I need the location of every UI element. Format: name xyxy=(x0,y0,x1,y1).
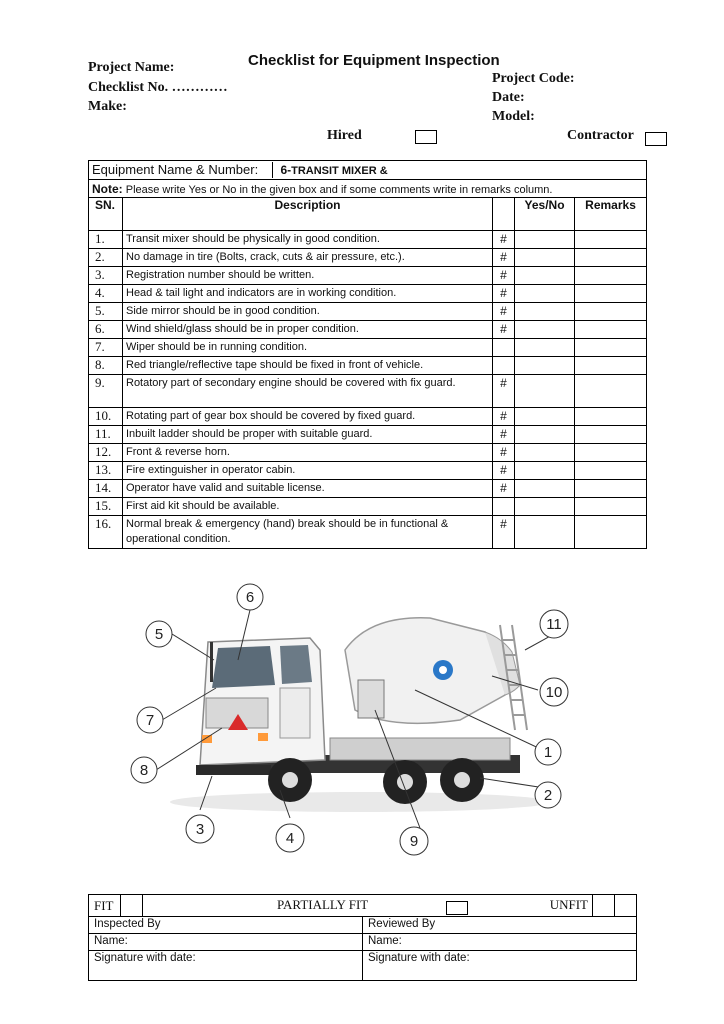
item-remarks-field[interactable] xyxy=(575,231,647,249)
item-number: 3. xyxy=(89,267,123,285)
item-yes-no-field[interactable] xyxy=(515,498,575,516)
callout-7: 7 xyxy=(145,712,155,729)
callout-10: 10 xyxy=(545,684,563,701)
table-row xyxy=(89,321,647,339)
item-number: 9. xyxy=(89,375,123,408)
column-header-row xyxy=(89,198,647,231)
equipment-row xyxy=(89,161,647,180)
table-row xyxy=(89,444,647,462)
item-number: 12. xyxy=(89,444,123,462)
table-row xyxy=(89,375,647,408)
project-name-label: Project Name: xyxy=(88,60,175,75)
item-description: Front & reverse horn. xyxy=(123,444,493,462)
item-mark: # xyxy=(493,444,515,462)
hired-checkbox[interactable] xyxy=(415,130,437,144)
callout-8: 8 xyxy=(139,762,149,779)
inspector-signature-field[interactable]: Signature with date: xyxy=(89,951,363,981)
equipment-value-prefix: 6- xyxy=(280,162,292,177)
reviewer-name-field[interactable]: Name: xyxy=(363,934,637,951)
side-window xyxy=(280,645,312,684)
callout-5: 5 xyxy=(154,626,164,643)
item-mark: # xyxy=(493,462,515,480)
remarks-header: Remarks xyxy=(575,198,647,231)
reviewed-by-label: Reviewed By xyxy=(363,917,637,934)
item-remarks-field[interactable] xyxy=(575,462,647,480)
item-mark: # xyxy=(493,285,515,303)
item-remarks-field[interactable] xyxy=(575,249,647,267)
item-yes-no-field[interactable] xyxy=(515,303,575,321)
item-mark: # xyxy=(493,303,515,321)
headlight-left xyxy=(202,735,212,743)
project-code-label: Project Code: xyxy=(492,71,575,86)
item-description: Inbuilt ladder should be proper with suitable guard. xyxy=(123,426,493,444)
table-row xyxy=(89,285,647,303)
partially-fit-label: PARTIALLY FIT xyxy=(277,897,369,912)
item-number: 6. xyxy=(89,321,123,339)
item-remarks-field[interactable] xyxy=(575,339,647,357)
table-row xyxy=(89,303,647,321)
equipment-value[interactable]: TRANSIT MIXER & xyxy=(291,164,388,177)
item-number: 5. xyxy=(89,303,123,321)
item-number: 1. xyxy=(89,231,123,249)
callout-1: 1 xyxy=(543,744,553,761)
item-description: First aid kit should be available. xyxy=(123,498,493,516)
windshield xyxy=(212,646,275,688)
item-mark xyxy=(493,357,515,375)
item-remarks-field[interactable] xyxy=(575,516,647,549)
table-row xyxy=(89,357,647,375)
item-remarks-field[interactable] xyxy=(575,426,647,444)
date-label: Date: xyxy=(492,90,525,105)
item-description: Operator have valid and suitable license. xyxy=(123,480,493,498)
checklist-number-label: Checklist No. ………… xyxy=(88,80,228,95)
table-row xyxy=(89,480,647,498)
table-row xyxy=(89,498,647,516)
item-number: 14. xyxy=(89,480,123,498)
item-yes-no-field[interactable] xyxy=(515,480,575,498)
item-remarks-field[interactable] xyxy=(575,357,647,375)
item-remarks-field[interactable] xyxy=(575,285,647,303)
note-text: Please write Yes or No in the given box and if some comments write in remarks column. xyxy=(122,183,553,196)
item-yes-no-field[interactable] xyxy=(515,462,575,480)
reviewer-signature-field[interactable]: Signature with date: xyxy=(363,951,637,981)
description-header: Description xyxy=(123,198,493,231)
item-description: Rotatory part of secondary engine should be covered with fix guard. xyxy=(123,375,493,408)
inspector-name-field[interactable]: Name: xyxy=(89,934,363,951)
fit-label: FIT xyxy=(89,895,121,917)
item-mark: # xyxy=(493,267,515,285)
item-mark: # xyxy=(493,426,515,444)
item-yes-no-field[interactable] xyxy=(515,357,575,375)
inspected-by-label: Inspected By xyxy=(89,917,363,934)
item-description: Normal break & emergency (hand) break should be in functional & operational condition. xyxy=(123,516,493,549)
item-description: Head & tail light and indicators are in working condition. xyxy=(123,285,493,303)
item-mark: # xyxy=(493,231,515,249)
model-label: Model: xyxy=(492,109,535,124)
item-description: Registration number should be written. xyxy=(123,267,493,285)
item-remarks-field[interactable] xyxy=(575,480,647,498)
callout-3: 3 xyxy=(195,821,205,838)
item-number: 16. xyxy=(89,516,123,549)
item-remarks-field[interactable] xyxy=(575,498,647,516)
yes-no-header: Yes/No xyxy=(515,198,575,231)
item-yes-no-field[interactable] xyxy=(515,285,575,303)
item-yes-no-field[interactable] xyxy=(515,375,575,408)
item-yes-no-field[interactable] xyxy=(515,267,575,285)
unfit-label: UNFIT xyxy=(549,897,588,912)
side-mirror xyxy=(210,642,213,682)
equipment-label: Equipment Name & Number: xyxy=(92,161,259,177)
item-yes-no-field[interactable] xyxy=(515,231,575,249)
item-description: Wind shield/glass should be in proper condition. xyxy=(123,321,493,339)
signature-row xyxy=(89,951,637,981)
item-remarks-field[interactable] xyxy=(575,444,647,462)
table-row xyxy=(89,426,647,444)
item-yes-no-field[interactable] xyxy=(515,249,575,267)
engine-guard xyxy=(358,680,384,718)
item-number: 4. xyxy=(89,285,123,303)
item-number: 13. xyxy=(89,462,123,480)
item-yes-no-field[interactable] xyxy=(515,426,575,444)
item-remarks-field[interactable] xyxy=(575,267,647,285)
item-yes-no-field[interactable] xyxy=(515,408,575,426)
callout-9: 9 xyxy=(409,833,419,850)
contractor-checkbox[interactable] xyxy=(645,132,667,146)
item-remarks-field[interactable] xyxy=(575,375,647,408)
callout-6: 6 xyxy=(245,589,255,606)
item-yes-no-field[interactable] xyxy=(515,321,575,339)
item-number: 11. xyxy=(89,426,123,444)
item-mark xyxy=(493,498,515,516)
item-mark xyxy=(493,339,515,357)
item-description: Wiper should be in running condition. xyxy=(123,339,493,357)
table-row xyxy=(89,339,647,357)
fit-checkbox[interactable] xyxy=(121,895,143,917)
item-remarks-field[interactable] xyxy=(575,321,647,339)
item-yes-no-field[interactable] xyxy=(515,516,575,549)
item-description: Rotating part of gear box should be covered by fixed guard. xyxy=(123,408,493,426)
hired-label: Hired xyxy=(327,128,362,143)
item-description: Side mirror should be in good condition. xyxy=(123,303,493,321)
headlight-right xyxy=(258,733,268,741)
contractor-label: Contractor xyxy=(567,128,634,143)
fit-status-row xyxy=(89,895,637,917)
item-mark: # xyxy=(493,375,515,408)
table-row xyxy=(89,516,647,549)
item-mark: # xyxy=(493,516,515,549)
note-row xyxy=(89,180,647,198)
item-number: 10. xyxy=(89,408,123,426)
item-yes-no-field[interactable] xyxy=(515,444,575,462)
item-yes-no-field[interactable] xyxy=(515,339,575,357)
unfit-checkbox[interactable] xyxy=(593,895,615,917)
make-label: Make: xyxy=(88,99,127,114)
table-row xyxy=(89,249,647,267)
item-description: Fire extinguisher in operator cabin. xyxy=(123,462,493,480)
name-row xyxy=(89,934,637,951)
item-remarks-field[interactable] xyxy=(575,303,647,321)
item-mark: # xyxy=(493,408,515,426)
callout-11: 11 xyxy=(546,616,562,633)
table-row xyxy=(89,462,647,480)
truck-cabin xyxy=(196,638,325,775)
sn-header: SN. xyxy=(89,198,123,231)
item-mark: # xyxy=(493,480,515,498)
transit-mixer-diagram xyxy=(130,580,590,870)
table-row xyxy=(89,408,647,426)
item-number: 2. xyxy=(89,249,123,267)
table-row xyxy=(89,231,647,249)
checklist-table xyxy=(88,160,647,549)
inspected-reviewed-row xyxy=(89,917,637,934)
bumper xyxy=(196,765,271,775)
note-label: Note: xyxy=(92,181,123,196)
item-mark: # xyxy=(493,321,515,339)
item-description: Red triangle/reflective tape should be fixed in front of vehicle. xyxy=(123,357,493,375)
item-number: 8. xyxy=(89,357,123,375)
item-number: 7. xyxy=(89,339,123,357)
item-description: No damage in tire (Bolts, crack, cuts & air pressure, etc.). xyxy=(123,249,493,267)
item-remarks-field[interactable] xyxy=(575,408,647,426)
callout-2: 2 xyxy=(543,787,553,804)
mark-header xyxy=(493,198,515,231)
inspection-result-table xyxy=(88,894,637,981)
item-number: 15. xyxy=(89,498,123,516)
item-description: Transit mixer should be physically in good condition. xyxy=(123,231,493,249)
callout-4: 4 xyxy=(285,830,295,847)
partially-fit-checkbox[interactable] xyxy=(446,901,468,915)
page-title: Checklist for Equipment Inspection xyxy=(248,52,500,69)
table-row xyxy=(89,267,647,285)
item-mark: # xyxy=(493,249,515,267)
